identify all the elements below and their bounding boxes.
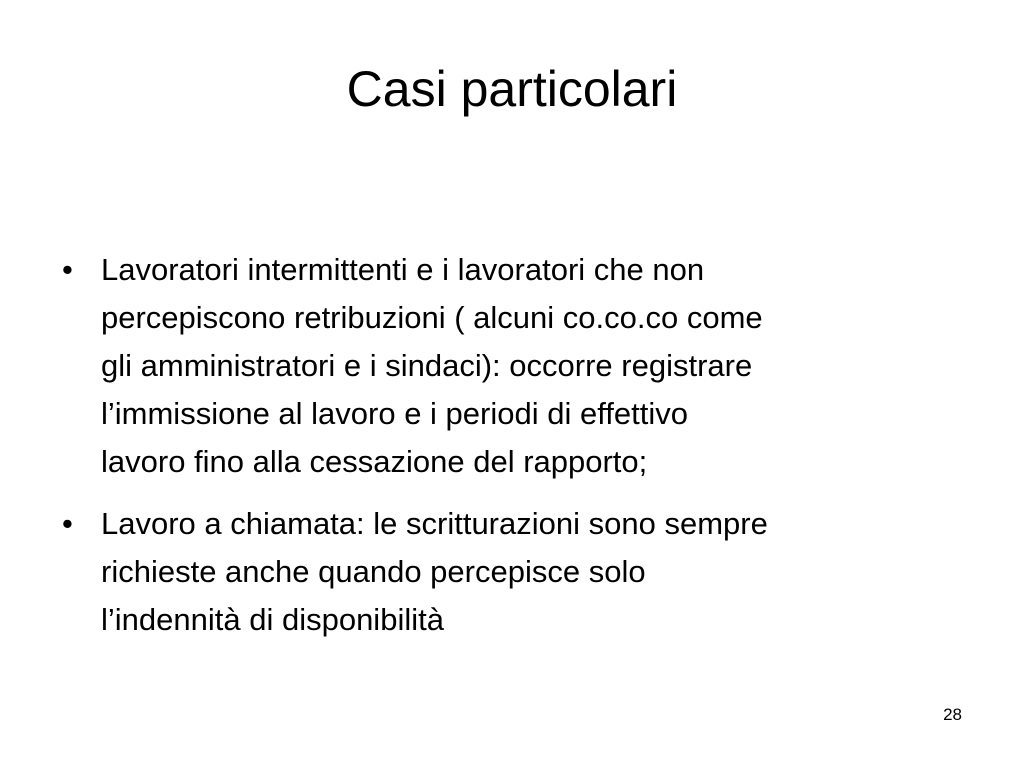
page-number: 28	[943, 705, 962, 724]
bullet-marker: •	[62, 252, 73, 287]
bullet-text-line: richieste anche quando percepisce solo	[101, 554, 646, 589]
bullet-text-line: l’indennità di disponibilità	[101, 602, 444, 637]
bullet-marker: •	[62, 506, 73, 541]
bullet-item	[62, 500, 982, 644]
bullet-text-line: lavoro fino alla cessazione del rapporto;	[101, 444, 648, 479]
bullet-text-line: Lavoratori intermittenti e i lavoratori che non	[101, 252, 705, 287]
bullet-text-line: l’immissione al lavoro e i periodi di effettivo	[101, 396, 688, 431]
slide-title: Casi particolari	[346, 61, 678, 117]
bullet-text-line: gli amministratori e i sindaci): occorre registrare	[101, 348, 753, 383]
bullet-text-line: percepiscono retribuzioni ( alcuni co.co.co come	[101, 300, 763, 335]
bullet-list	[62, 246, 982, 658]
bullet-text-line: Lavoro a chiamata: le scritturazioni sono sempre	[101, 506, 768, 541]
bullet-item	[62, 246, 982, 486]
